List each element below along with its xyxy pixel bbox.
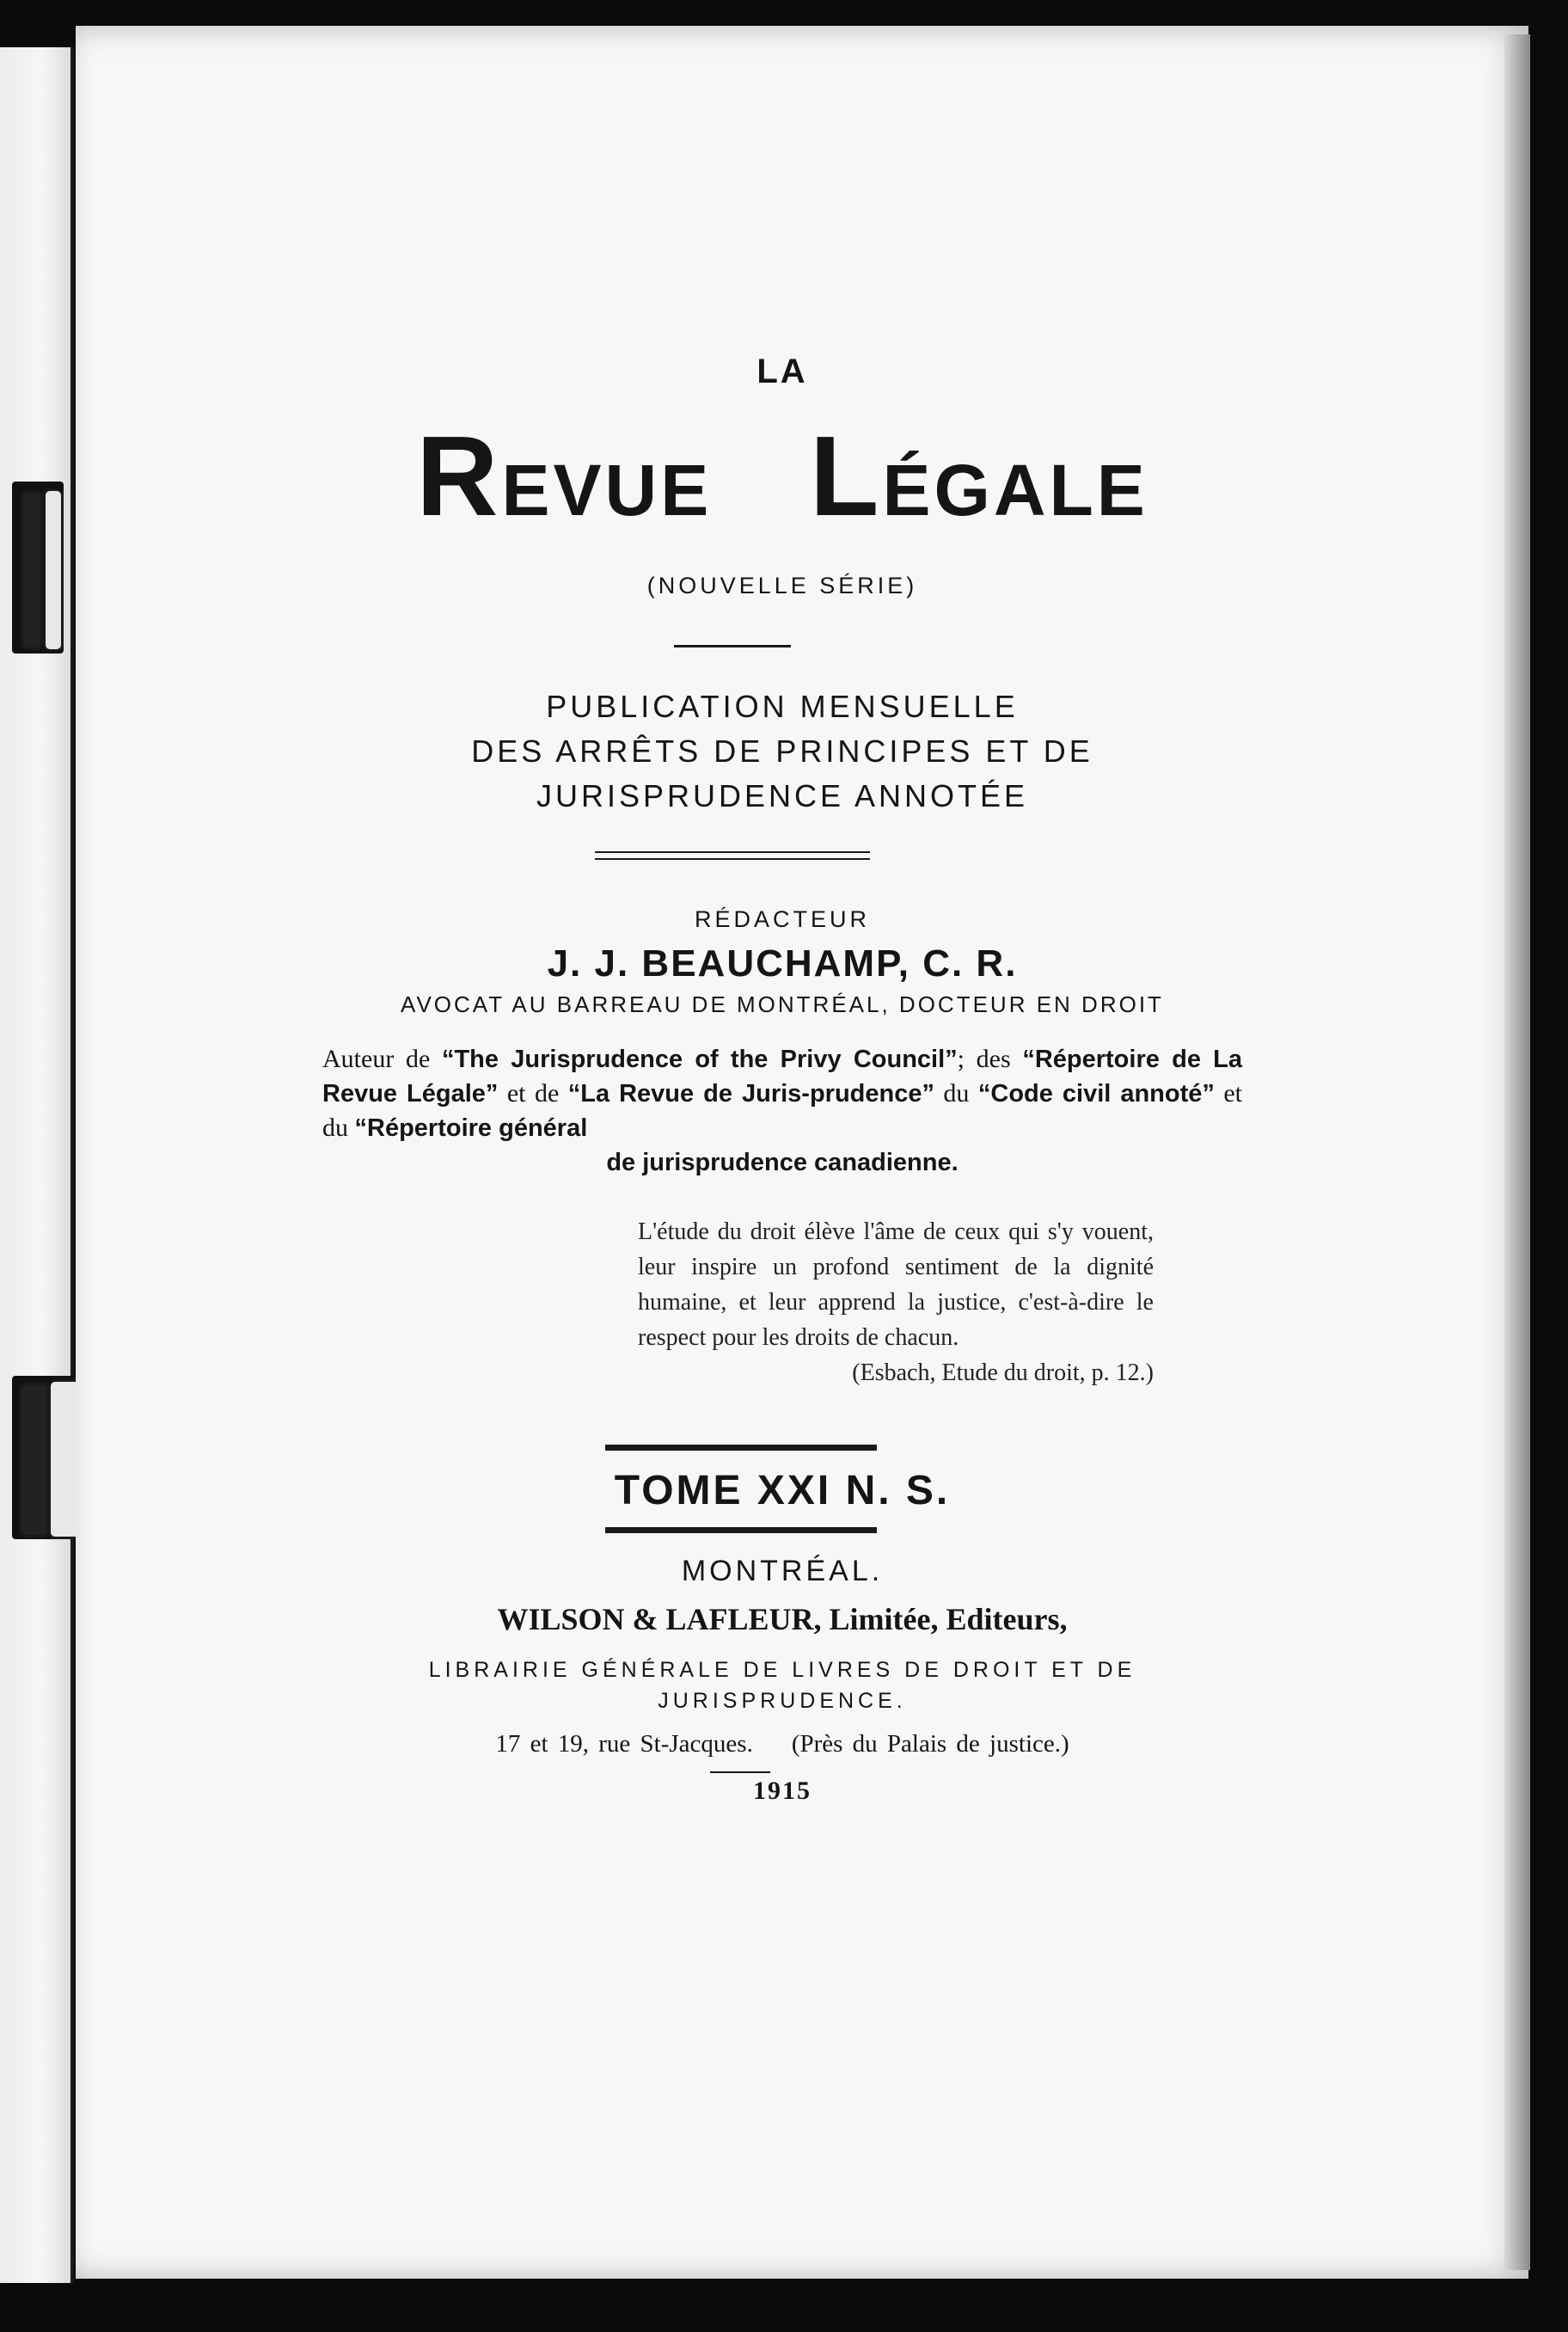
title-page-content bbox=[258, 0, 1307, 2332]
year-rule bbox=[710, 1771, 770, 1773]
journal-title bbox=[258, 413, 1307, 539]
work-privy-council: “The Jurisprudence of the Privy Council” bbox=[441, 1046, 958, 1073]
publication-description bbox=[258, 684, 1307, 819]
bookshop-line-1: LIBRAIRIE GÉNÉRALE DE LIVRES DE DROIT ET DE bbox=[428, 1658, 1136, 1682]
editor-name: J. J. BEAUCHAMP, C. R. bbox=[547, 942, 1018, 985]
epigraph bbox=[638, 1214, 1154, 1390]
volume-label: TOME XXI N. S. bbox=[614, 1468, 951, 1513]
title-initial-r: R bbox=[416, 413, 502, 539]
title-article: LA bbox=[756, 353, 808, 390]
work-revue-jurisprudence: “La Revue de Juris-prudence” bbox=[567, 1080, 934, 1108]
editor-role: RÉDACTEUR bbox=[694, 906, 870, 932]
bookshop-description bbox=[258, 1654, 1307, 1716]
book-spine bbox=[0, 47, 74, 2283]
tome-rule-bottom bbox=[605, 1527, 877, 1533]
publication-line-2: DES ARRÊTS DE PRINCIPES ET DE bbox=[471, 733, 1093, 769]
publication-line-3: JURISPRUDENCE ANNOTÉE bbox=[536, 778, 1029, 813]
title-word-legale: ÉGALE bbox=[882, 450, 1148, 531]
work-repertoire-revue-legale: “Répertoire de La Revue Légale” bbox=[322, 1046, 1243, 1108]
series-label: (NOUVELLE SÉRIE) bbox=[646, 573, 918, 598]
author-text: et de bbox=[498, 1079, 568, 1108]
work-repertoire-general: “Répertoire général bbox=[354, 1114, 588, 1142]
author-works bbox=[322, 1042, 1242, 1180]
work-code-civil: “Code civil annoté” bbox=[977, 1080, 1215, 1108]
page-edge bbox=[1504, 34, 1530, 2270]
epigraph-source: (Esbach, Etude du droit, p. 12.) bbox=[852, 1359, 1154, 1386]
imprint-city: MONTRÉAL. bbox=[681, 1555, 884, 1587]
title-word-revue: EVUE bbox=[501, 450, 713, 531]
author-text: et du bbox=[322, 1079, 1242, 1142]
bookshop-line-2: JURISPRUDENCE. bbox=[658, 1689, 907, 1713]
title-initial-l: L bbox=[809, 413, 883, 539]
binding-clip-top bbox=[12, 482, 64, 654]
author-text: Auteur de bbox=[322, 1045, 442, 1073]
publication-line-1: PUBLICATION MENSUELLE bbox=[546, 689, 1019, 724]
work-repertoire-general-end: de jurisprudence canadienne. bbox=[606, 1149, 959, 1176]
author-text: du bbox=[934, 1079, 978, 1108]
divider-short bbox=[674, 645, 791, 647]
divider-double-top bbox=[595, 851, 870, 853]
tome-rule-top bbox=[605, 1445, 877, 1451]
epigraph-text: L'étude du droit élève l'âme de ceux qui s'y vouent, leur inspire un profond sentiment de la dignité humaine, et leur apprend la justice, c'est-à-dire le respect pour les droits de chacun. bbox=[638, 1218, 1154, 1351]
publisher-name: WILSON & LAFLEUR, Limitée, Editeurs, bbox=[497, 1602, 1068, 1636]
publisher-address: 17 et 19, rue St-Jacques. (Près du Palais de justice.) bbox=[495, 1730, 1069, 1758]
divider-double-bottom bbox=[595, 858, 870, 860]
publication-year: 1915 bbox=[753, 1777, 812, 1805]
author-text: ; des bbox=[957, 1045, 1023, 1073]
editor-credentials: AVOCAT AU BARREAU DE MONTRÉAL, DOCTEUR EN DROIT bbox=[401, 991, 1164, 1017]
